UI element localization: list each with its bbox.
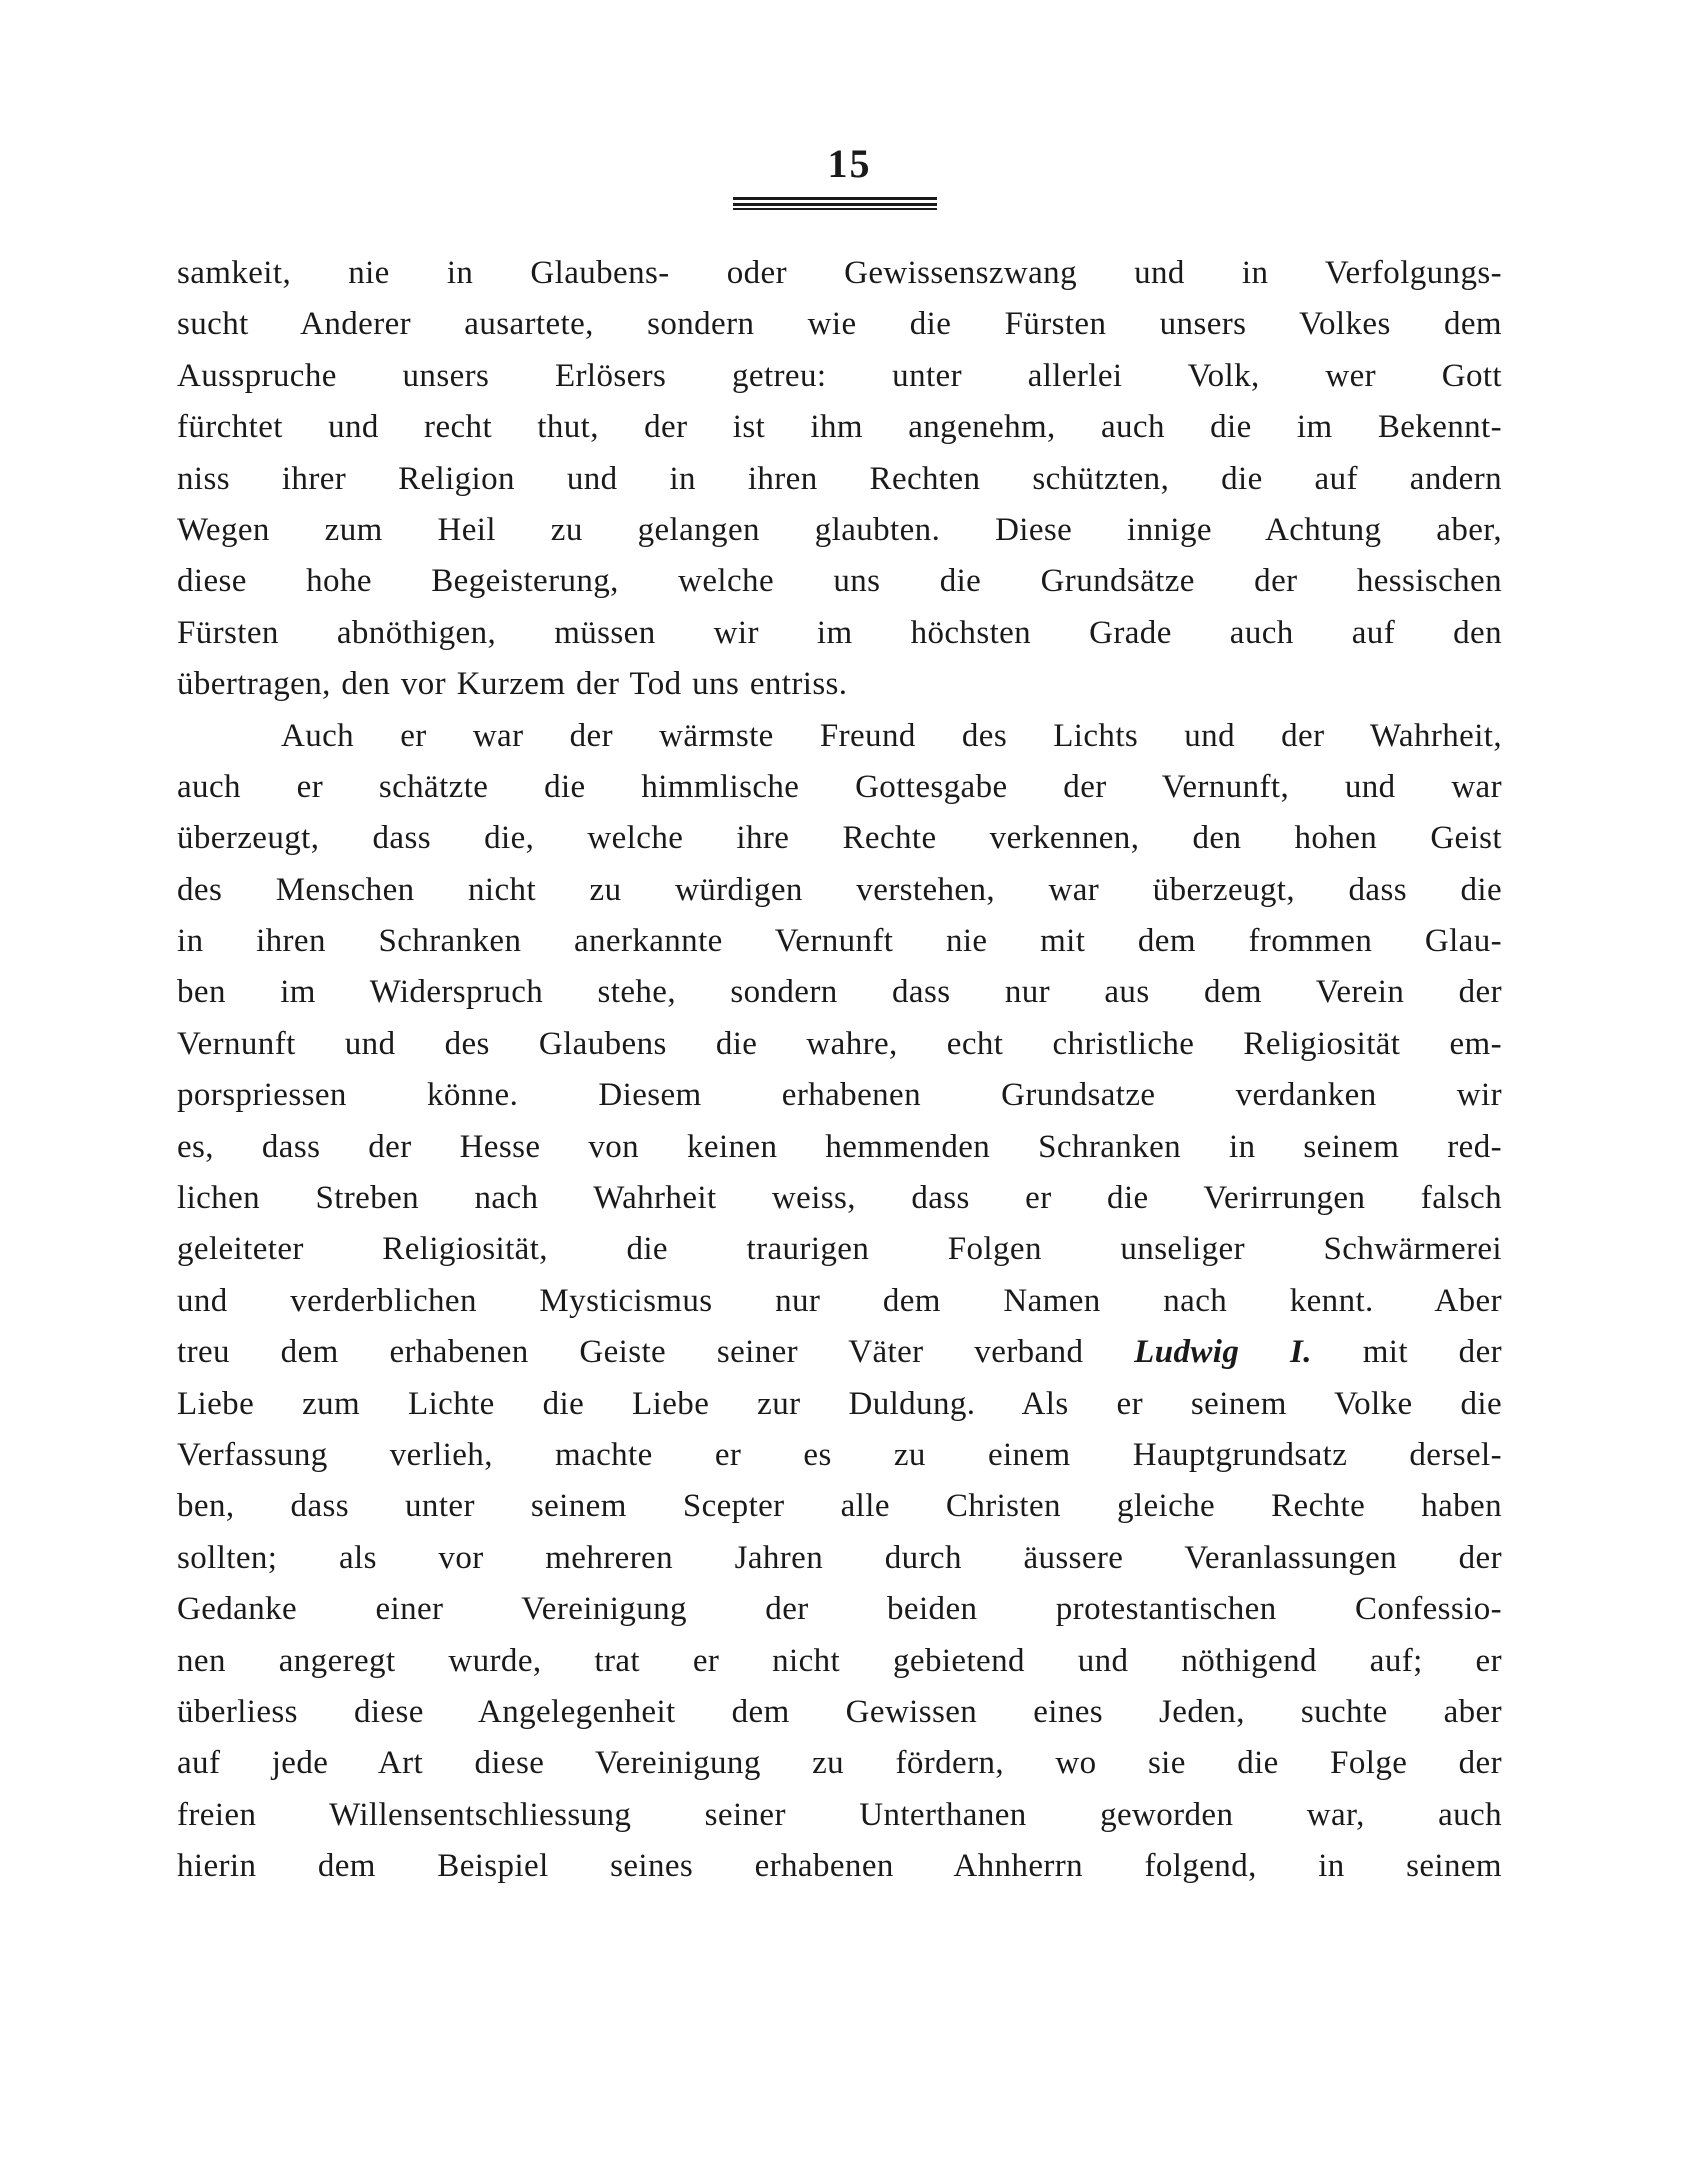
text-line: fürchtet und recht thut, der ist ihm angenehm, auch die im Bekennt- [177,409,1502,446]
text-line: überliess diese Angelegenheit dem Gewissen eines Jeden, suchte aber [177,1693,1502,1730]
text-line: Ausspruche unsers Erlösers getreu: unter allerlei Volk, wer Gott [177,357,1502,394]
text-line: des Menschen nicht zu würdigen verstehen, war überzeugt, dass die [177,871,1502,908]
paragraph-end-line: übertragen, den vor Kurzem der Tod uns entriss. [177,666,848,703]
text-line: und verderblichen Mysticismus nur dem Namen nach kennt. Aber [177,1282,1502,1319]
text-line: hierin dem Beispiel seines erhabenen Ahnherrn folgend, in seinem [177,1848,1502,1885]
text-segment: mit der [1311,1334,1503,1371]
page-number: 15 [827,141,872,186]
text-line: es, dass der Hesse von keinen hemmenden Schranken in seinem red- [177,1128,1502,1165]
text-line: lichen Streben nach Wahrheit weiss, dass er die Verirrungen falsch [177,1180,1502,1217]
text-line: samkeit, nie in Glaubens- oder Gewissenszwang und in Verfolgungs- [177,255,1502,291]
text-line: auch er schätzte die himmlische Gottesgabe der Vernunft, und war [177,768,1502,805]
text-line: niss ihrer Religion und in ihren Rechten schützten, die auf andern [177,460,1502,497]
header-rule-line [733,197,937,200]
text-line: überzeugt, dass die, welche ihre Rechte verkennen, den hohen Geist [177,820,1502,857]
paragraph-start-line: Auch er war der wärmste Freund des Lichts und der Wahrheit, [281,717,1502,754]
text-line: ben, dass unter seinem Scepter alle Christen gleiche Rechte haben [177,1488,1502,1525]
text-line: nen angeregt wurde, trat er nicht gebietend und nöthigend auf; er [177,1642,1502,1679]
text-line: sollten; als vor mehreren Jahren durch äussere Veranlassungen der [177,1539,1502,1576]
text-line-with-italic [177,1327,1502,1378]
text-line: Vernunft und des Glaubens die wahre, echt christliche Religiosität em- [177,1025,1502,1062]
text-line: in ihren Schranken anerkannte Vernunft nie mit dem frommen Glau- [177,923,1502,960]
text-line: Liebe zum Lichte die Liebe zur Duldung. Als er seinem Volke die [177,1385,1502,1422]
italic-name: Ludwig I. [1134,1334,1312,1371]
text-line: Verfassung verlieh, machte er es zu einem Hauptgrundsatz dersel- [177,1436,1502,1473]
text-line: ben im Widerspruch stehe, sondern dass nur aus dem Verein der [177,974,1502,1011]
text-line: freien Willensentschliessung seiner Unterthanen geworden war, auch [177,1796,1502,1833]
text-line: porspriessen könne. Diesem erhabenen Grundsatze verdanken wir [177,1077,1502,1114]
text-line: Wegen zum Heil zu gelangen glaubten. Diese innige Achtung aber, [177,511,1502,548]
header-rule-line [733,208,937,210]
text-line: sucht Anderer ausartete, sondern wie die Fürsten unsers Volkes dem [177,306,1502,343]
text-line: diese hohe Begeisterung, welche uns die Grundsätze der hessischen [177,563,1502,600]
text-line: auf jede Art diese Vereinigung zu fördern, wo sie die Folge der [177,1745,1502,1782]
header-rule-line [733,203,937,206]
text-line: Gedanke einer Vereinigung der beiden protestantischen Confessio- [177,1591,1502,1628]
text-line: geleiteter Religiosität, die traurigen Folgen unseliger Schwärmerei [177,1231,1502,1268]
header-rule [733,197,937,211]
text-line: Fürsten abnöthigen, müssen wir im höchsten Grade auch auf den [177,614,1502,651]
body-text [177,248,1502,1893]
text-segment: treu dem erhabenen Geiste seiner Väter verband [177,1334,1135,1371]
